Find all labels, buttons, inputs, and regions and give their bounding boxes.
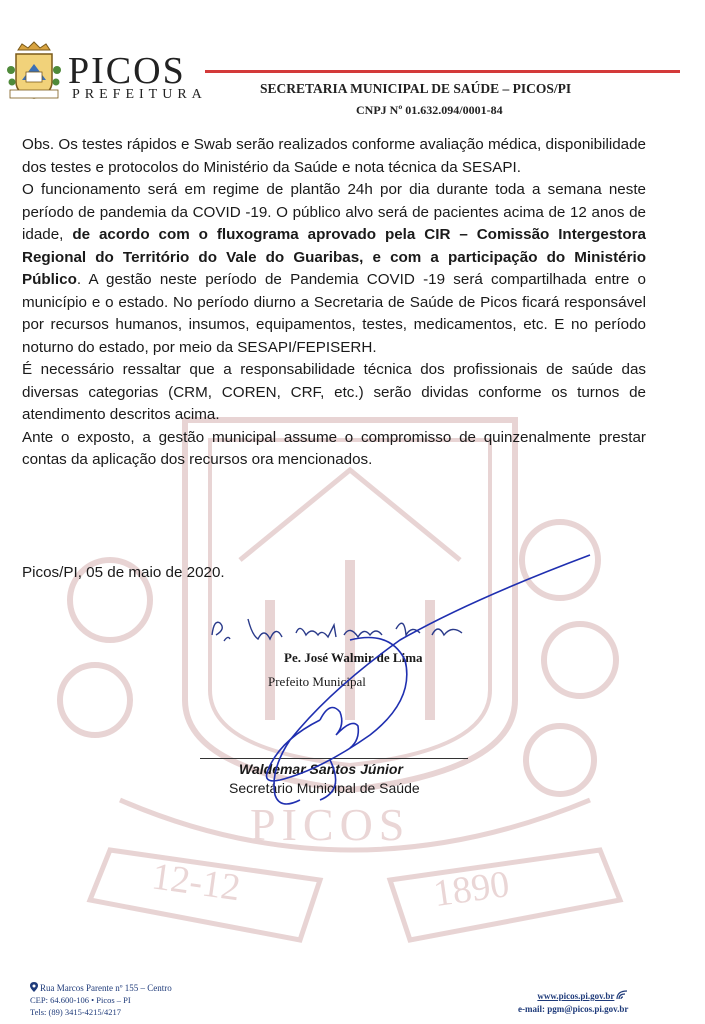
mayor-name: Pe. José Walmir de Lima: [284, 650, 423, 665]
cnpj-number: CNPJ Nº 01.632.094/0001-84: [356, 103, 503, 117]
brand-subtitle: PREFEITURA: [72, 87, 207, 102]
watermark-day-month: 12-12: [149, 855, 243, 910]
paragraph-responsabilidade: É necessário ressaltar que a responsabilidade técnica dos profissionais de saúde das diversas categorias (CRM, COREN, CRF, etc.) serão dividas conforme os turnos de atendimento descritos acima.: [22, 361, 646, 423]
footer-cep: CEP: 64.600-106 • Picos – PI: [30, 995, 131, 1005]
document-body: [22, 134, 646, 472]
watermark-year: 1890: [430, 863, 512, 916]
paragraph-funcionamento-bold: de acordo com o fluxograma aprovado pela CIR – Comissão Intergestora Regional do Território do Vale do Guaribas, e com a participação do Ministério Público: [22, 226, 646, 288]
footer-website[interactable]: www.picos.pi.gov.br: [537, 991, 615, 1001]
brand-name: PICOS: [68, 50, 186, 92]
document-date: Picos/PI, 05 de maio de 2020.: [22, 564, 225, 581]
signature-line: [200, 758, 468, 759]
footer-phone: Tels: (89) 3415-4215/4217: [30, 1007, 122, 1017]
header-divider: [205, 70, 680, 73]
department-title: SECRETARIA MUNICIPAL DE SAÚDE – PICOS/PI: [260, 81, 572, 96]
city-crest-logo: [6, 40, 62, 102]
footer-email[interactable]: e-mail: pgm@picos.pi.gov.br: [518, 1004, 629, 1014]
footer-address: Rua Marcos Parente nº 155 – Centro: [40, 983, 172, 993]
secretary-title: Secretário Municipal de Saúde: [229, 780, 420, 796]
mayor-title: Prefeito Municipal: [268, 674, 366, 689]
footer-address-block: [30, 982, 172, 1018]
watermark-city: PICOS: [250, 799, 411, 850]
paragraph-ante-o-exposto: Ante o exposto, a gestão municipal assume o compromisso de quinzenalmente prestar contas da aplicação dos recursos ora mencionados.: [22, 428, 646, 468]
paragraph-funcionamento: [22, 179, 646, 359]
paragraph-funcionamento-intro: O funcionamento será em regime de plantão 24h por dia durante toda a semana neste período de pandemia da COVID -19. O público alvo será de pacientes acima de 12 anos de idade,: [22, 181, 646, 243]
location-pin-icon: [30, 982, 38, 992]
signal-icon: [616, 990, 628, 1000]
footer-website-line: [518, 990, 628, 1003]
footer-contact-block: [518, 990, 628, 1016]
footer-address-line: [30, 982, 172, 994]
paragraph-obs: Obs. Os testes rápidos e Swab serão realizados conforme avaliação médica, disponibilidade dos testes e protocolos do Ministério da Saúde e nota técnica da SESAPI.: [22, 136, 646, 176]
paragraph-funcionamento-rest: . A gestão neste período de Pandemia COVID -19 será compartilhada entre o município e o estado. No período diurno a Secretaria de Saúde de Picos ficará responsável por recursos humanos, insumos, equipamentos, testes, medicamentos, etc. E no período noturno do estado, por meio da SESAPI/FEPISERH.: [22, 271, 646, 356]
mayor-handwritten-signature: [200, 605, 480, 655]
secretary-name: Waldemar Santos Júnior: [239, 761, 403, 777]
